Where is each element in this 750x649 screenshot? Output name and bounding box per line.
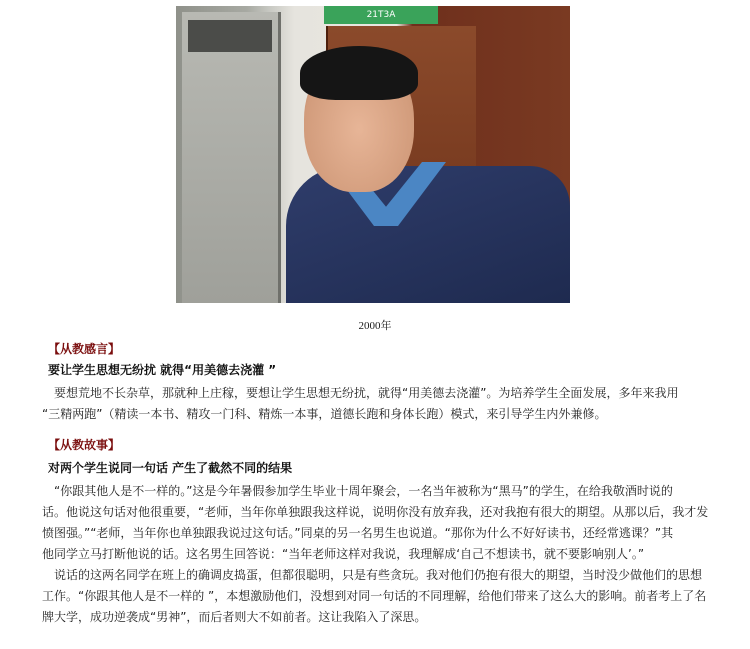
section-heading-story: 【从教故事】 (48, 438, 121, 452)
text-line: 他同学立马打断他说的话。这名男生回答说：“当年老师这样对我说，我理解成‘自己不想读书，就不要影响别人’。” (42, 547, 645, 561)
section-subheading-story: 对两个学生说同一句话 产生了截然不同的结果 (48, 461, 293, 475)
door-background (182, 12, 281, 303)
photo-caption: 2000年 (358, 320, 392, 332)
text-line: 话。他说这句话对他很重要，“老师，当年你单独跟我这样说，说明你没有放弃我，还对我抱有很大的期望。从那以后，我才发 (42, 505, 709, 519)
teacher-hair (300, 46, 418, 100)
text-line: 愤图强。”“老师，当年你也单独跟我说过这句话。”同桌的另一名男生也说道。“那你为什么不好好读书，还经常逃课？”其 (42, 526, 674, 540)
text-line: “三精两跑”（精读一本书、精攻一门科、精炼一本事，道德长跑和身体长跑）模式，来引导学生内外兼修。 (42, 407, 607, 421)
teacher-photo (176, 6, 570, 303)
section-heading-reflection: 【从教感言】 (48, 342, 121, 356)
text-line: 说话的这两名同学在班上的确调皮捣蛋，但都很聪明，只是有些贪玩。我对他们仍抱有很大的期望，当时没少做他们的思想 (54, 568, 703, 582)
text-line: 要想荒地不长杂草，那就种上庄稼，要想让学生思想无纷扰，就得“用美德去浇灌”。为培养学生全面发展，多年来我用 (54, 386, 679, 400)
reflection-paragraph (42, 383, 732, 425)
text-line: 工作。“你跟其他人是不一样的 ”，本想激励他们，没想到对同一句话的不同理解，给他们带来了这么大的影响。前者考上了名 (42, 589, 707, 603)
room-sign: 21T3A (324, 6, 438, 24)
text-line: “你跟其他人是不一样的。”这是今年暑假参加学生毕业十周年聚会，一名当年被称为“黑马”的学生，在给我敬酒时说的 (54, 484, 673, 498)
text-line: 牌大学，成功逆袭成“男神”，而后者则大不如前者。这让我陷入了深思。 (42, 610, 427, 624)
section-subheading-reflection: 要让学生思想无纷扰 就得“用美德去浇灌 ” (48, 363, 277, 377)
story-paragraph (42, 481, 732, 628)
jacket (286, 166, 570, 303)
